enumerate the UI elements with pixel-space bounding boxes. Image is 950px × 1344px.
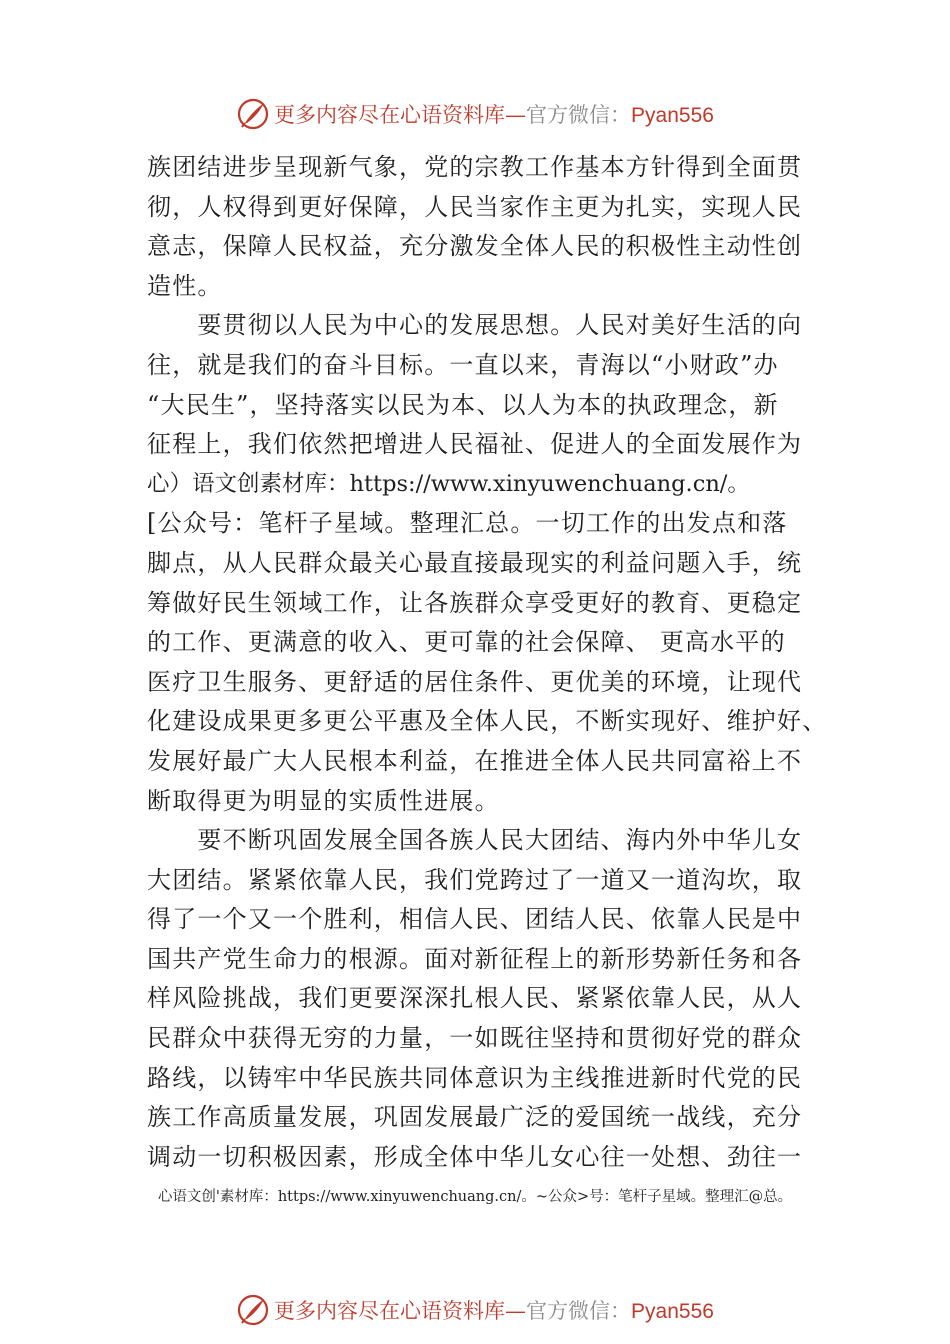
body-line: 大团结。紧紧依靠人民，我们党跨过了一道又一道沟坎，取: [147, 865, 803, 894]
document-body: [147, 148, 827, 1177]
banner-handle: Pyan556: [631, 104, 714, 127]
quill-logo-icon: [236, 97, 270, 131]
body-line: 脚点，从人民群众最关心最直接最现实的利益问题入手，统: [147, 548, 803, 577]
banner-wechat-label: 官方微信：: [526, 1299, 632, 1323]
body-line: 族工作高质量发展，巩固发展最广泛的爱国统一战线，充分: [147, 1103, 803, 1132]
quill-logo-icon: [236, 1293, 270, 1327]
body-line: 彻，人权得到更好保障，人民当家作主更为扎实，实现人民: [147, 192, 803, 221]
footer-note: 心语文创'素材库：https://www.xinyuwenchuang.cn/。~公众>号：笔杆子星域。整理汇@总。: [157, 1189, 793, 1205]
body-line: 族团结进步呈现新气象，党的宗教工作基本方针得到全面贯: [147, 153, 803, 181]
banner-prefix: 更多内容尽在心语资料库: [274, 103, 506, 127]
body-line: 路线，以铸牢中华民族共同体意识为主线推进新时代党的民: [147, 1063, 803, 1092]
body-line: 筹做好民生领域工作，让各族群众享受更好的教育、更稳定: [147, 588, 803, 617]
body-line: 调动一切积极因素，形成全体中华儿女心往一处想、劲往一: [147, 1142, 803, 1171]
body-line: 意志，保障人民权益，充分激发全体人民的积极性主动性创: [147, 232, 803, 261]
banner-prefix: 更多内容尽在心语资料库: [274, 1299, 506, 1323]
banner-dash: —: [505, 103, 527, 127]
body-line: 化建设成果更多更公平惠及全体人民，不断实现好、维护好、: [147, 707, 828, 736]
body-line: 造性。: [147, 271, 223, 300]
body-line: 样风险挑战，我们更要深深扎根人民、紧紧依靠人民，从人: [147, 984, 803, 1013]
body-line: 得了一个又一个胜利，相信人民、团结人民、依靠人民是中: [147, 905, 803, 934]
body-line: “大民生”，坚持落实以民为本、以人为本的执政理念，新: [147, 390, 779, 419]
banner-text: [274, 1295, 714, 1325]
footer-banner: [0, 1290, 950, 1330]
body-line: 要不断巩固发展全国各族人民大团结、海内外中华儿女: [147, 826, 803, 855]
body-line: 征程上，我们依然把增进人民福祉、促进人的全面发展作为: [147, 430, 803, 459]
body-line: 的工作、更满意的收入、更可靠的社会保障、 更高水平的: [147, 628, 786, 657]
body-line: 发展好最广大人民根本利益，在推进全体人民共同富裕上不: [147, 746, 803, 775]
banner-text: [274, 99, 714, 129]
body-line: 国共产党生命力的根源。面对新征程上的新形势新任务和各: [147, 944, 803, 973]
body-line: 医疗卫生服务、更舒适的居住条件、更优美的环境，让现代: [147, 667, 803, 696]
body-line: [公众号：笔杆子星域。整理汇总。一切工作的出发点和落: [147, 509, 788, 538]
banner-dash: —: [505, 1299, 527, 1323]
header-banner: [0, 94, 950, 134]
body-line: 往，就是我们的奋斗目标。一直以来，青海以“小财政”办: [147, 350, 779, 379]
body-line: 断取得更为明显的实质性进展。: [147, 786, 500, 815]
banner-wechat-label: 官方微信：: [526, 103, 632, 127]
body-line: 民群众中获得无穷的力量，一如既往坚持和贯彻好党的群众: [147, 1024, 803, 1053]
body-line: 心）语文创素材库：https://www.xinyuwenchuang.cn/。: [147, 470, 750, 497]
body-line: 要贯彻以人民为中心的发展思想。人民对美好生活的向: [147, 311, 803, 340]
banner-handle: Pyan556: [631, 1300, 714, 1323]
